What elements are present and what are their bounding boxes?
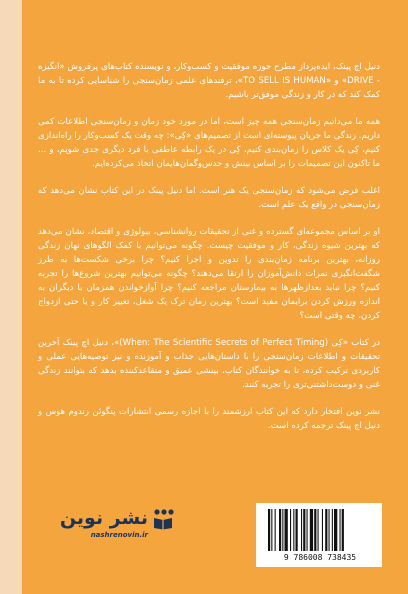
blurb-text <box>38 60 380 446</box>
book-dots-icon <box>152 508 174 530</box>
publisher-website: nashrenovin.ir <box>90 531 148 539</box>
blurb-paragraph-5: در کتاب «کِی (When: The Scientific Secrets of Perfect Timing)»، دنیل اچ پینک آخرین تحقیقات و اطلاعات زمان‌سنجی را با داستان‌هایی جذاب و آموزنده و نیز توصیه‌هایی عملی و کاربردی ترکیب کرده، تا به خوانندگان کتاب، بینشی عمیق و متقاعدکننده بدهد که بتوانند زندگی غنی و دوست‌داشتنی‌تری را تجربه کنند. <box>38 338 380 390</box>
blurb-paragraph-4: او بر اساس مجموعه‌ای گسترده و غنی از تحقیقات روانشناسی، بیولوژی و اقتصاد، نشان می‌دهد که بهترین شیوه زندگی، کار و موفقیت چیست. چگونه می‌توانیم با کمک الگوهای نهان زندگی روزانه، بهترین برنامه زمان‌بندی را تدوین و اجرا کنیم؟ چرا برخی شکست‌ها به طرز شگفت‌انگیزی نمرات دانش‌آموزان را ارتقا می‌دهند؟ چگونه می‌توانیم بهترین شروع‌ها را تجربه کنیم؟ چرا نباید بعدازظهرها به بیمارستان مراجعه کنیم؟ چرا آوازخواندن همزمان با دیگران به اندازه ورزش کردن برایمان مفید است؟ بهترین زمان ترک یک شغل، تغییر کار و یا حتی ازدواج کردن، چه وقتی است؟ <box>38 227 380 321</box>
blurb-paragraph-2: همه ما می‌دانیم زمان‌سنجی همه چیز است، اما در مورد خود زمان و زمان‌سنجی اطلاعات کمی داریم. زندگی ما جریان پیوسته‌ای است از تصمیم‌های «کِی»: چه وقت یک کسب‌وکار را راه‌اندازی کنیم، کِی یک کلاس را زمان‌بندی کنیم، کِی در یک رابطه عاطفی با فرد دیگری جدی شویم، و ... ما تاکنون این تصمیمات را بر اساس بینش و حدس‌وگمان‌هایمان اتخاذ می‌کرده‌ایم. <box>38 117 380 169</box>
isbn-number: 9 786008 738435 <box>283 553 357 562</box>
barcode-bars <box>266 509 372 553</box>
blurb-paragraph-1: دنیل اچ پینک، ایده‌پرداز مطرح حوزه موفقیت و کسب‌وکار، و نویسنده کتاب‌های پرفروش «انگیزه - DRIVE» و «TO SELL IS HUMAN»، ترفندهای علمی زمان‌سنجی را شناسایی کرده تا به ما کمک کند که در کار و زندگی موفق‌تر باشیم. <box>38 62 380 100</box>
publisher-logo <box>44 504 174 544</box>
blurb-paragraph-3: اغلب فرض می‌شود که زمان‌سنجی یک هنر است. اما دنیل پینک در این کتاب نشان می‌دهد که زمان‌سنجی در واقع یک علم است. <box>38 186 380 210</box>
blurb-paragraph-6: نشر نوین افتخار دارد که این کتاب ارزشمند را با اجازه رسمی انتشارات پنگوئن رندوم هوس و دنیل اچ پینک ترجمه کرده است. <box>38 407 380 431</box>
isbn-barcode <box>256 503 382 567</box>
left-edge-band <box>0 0 22 594</box>
publisher-name: نشر نوین <box>59 507 148 529</box>
